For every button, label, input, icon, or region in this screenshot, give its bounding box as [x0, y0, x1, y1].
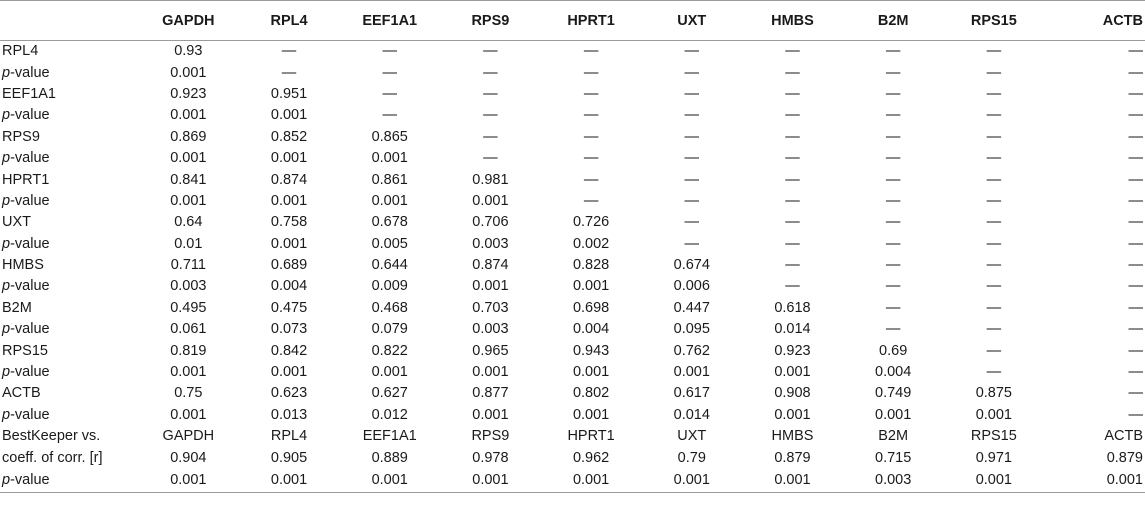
table-cell: 0.904 — [170, 449, 207, 466]
table-cell: 0.001 — [673, 364, 710, 381]
table-row — [0, 254, 1145, 275]
table-cell: — — [986, 43, 1002, 60]
table-cell: 0.644 — [371, 257, 408, 274]
table-row — [0, 426, 1145, 447]
table-cell: — — [785, 43, 800, 60]
row-label: HMBS — [2, 257, 44, 274]
table-cell: — — [1128, 107, 1143, 124]
row-label-rest: -value — [10, 235, 50, 252]
table-cell: 0.001 — [742, 468, 843, 492]
table-cell: 0.93 — [174, 43, 203, 60]
table-cell: — — [382, 85, 397, 102]
table-cell: — — [1128, 385, 1143, 402]
table-cell: — — [986, 107, 1002, 124]
table-cell: — — [885, 43, 901, 60]
table-cell: 0.001 — [472, 192, 509, 209]
table-cell: — — [684, 43, 700, 60]
header-cell: RPS15 — [944, 1, 1045, 41]
table-cell: 0.711 — [170, 257, 206, 274]
table-cell: — — [382, 64, 397, 81]
table-cell: RPL4 — [270, 428, 308, 445]
table-cell: — — [1128, 64, 1143, 81]
row-label-rest: -value — [10, 472, 50, 489]
row-label: ACTB — [2, 385, 41, 402]
table-cell: — — [1128, 235, 1143, 252]
table-cell: — — [986, 321, 1002, 338]
table-cell: 0.758 — [270, 214, 308, 231]
row-label-rest: -value — [10, 278, 50, 295]
table-cell: — — [1128, 342, 1143, 359]
table-cell: — — [583, 171, 599, 188]
table-cell: 0.981 — [472, 171, 509, 188]
table-cell: — — [281, 64, 297, 81]
table-cell: 0.001 — [270, 107, 308, 124]
table-cell: — — [1128, 85, 1143, 102]
row-label-italic: p — [2, 472, 11, 489]
row-label-italic: p — [2, 406, 11, 423]
table-cell: 0.013 — [270, 406, 308, 423]
table-cell: 0.001 — [170, 406, 207, 423]
table-cell: 0.001 — [774, 406, 811, 423]
table-cell: — — [986, 171, 1002, 188]
table-cell: 0.001 — [371, 192, 408, 209]
table-row — [0, 105, 1145, 126]
table-row — [0, 62, 1145, 83]
table-cell: 0.879 — [1106, 449, 1143, 466]
table-cell: — — [785, 192, 800, 209]
table-cell: 0.715 — [875, 449, 912, 466]
table-cell: 0.875 — [975, 385, 1012, 402]
table-cell: B2M — [878, 428, 909, 445]
table-cell: 0.006 — [673, 278, 710, 295]
table-cell: — — [1128, 321, 1143, 338]
table-cell: 0.061 — [170, 321, 207, 338]
table-cell: 0.003 — [472, 321, 509, 338]
row-label: EEF1A1 — [2, 85, 56, 102]
table-row — [0, 169, 1145, 190]
table-cell: 0.962 — [572, 449, 610, 466]
table-cell: — — [785, 85, 800, 102]
table-cell: — — [785, 128, 800, 145]
table-cell: 0.447 — [673, 299, 710, 316]
table-cell: 0.001 — [975, 406, 1012, 423]
table-cell: — — [583, 64, 599, 81]
row-label — [0, 190, 138, 211]
table-cell: — — [885, 321, 901, 338]
header-cell: ACTB — [1044, 1, 1145, 41]
table-cell: — — [885, 299, 901, 316]
table-row — [0, 276, 1145, 297]
row-label-italic: p — [2, 235, 11, 252]
table-cell: 0.822 — [371, 342, 408, 359]
table-cell: — — [684, 107, 700, 124]
table-cell: — — [986, 85, 1002, 102]
table-cell: — — [1128, 43, 1143, 60]
table-cell: — — [684, 171, 700, 188]
table-cell: — — [885, 192, 901, 209]
table-cell: 0.627 — [371, 385, 408, 402]
table-row — [0, 41, 1145, 62]
table-cell: EEF1A1 — [362, 428, 417, 445]
table-cell: 0.012 — [371, 406, 408, 423]
row-label-italic: p — [2, 321, 11, 338]
table-cell: 0.978 — [472, 449, 509, 466]
table-cell: — — [684, 214, 700, 231]
table-cell: 0.073 — [270, 321, 308, 338]
table-cell: 0.943 — [572, 342, 610, 359]
table-cell: 0.874 — [270, 171, 308, 188]
table-cell: 0.001 — [472, 278, 509, 295]
table-cell: 0.001 — [944, 468, 1045, 492]
table-cell: 0.095 — [673, 321, 710, 338]
table-cell: — — [986, 150, 1002, 167]
table-cell: — — [885, 257, 901, 274]
row-label: BestKeeper vs. — [2, 428, 101, 445]
table-cell: — — [483, 43, 498, 60]
table-cell: 0.001 — [339, 468, 440, 492]
table-cell: 0.001 — [572, 406, 610, 423]
table-cell: — — [382, 43, 397, 60]
table-cell: 0.689 — [270, 257, 308, 274]
table-cell: — — [583, 128, 599, 145]
table-cell: — — [1128, 406, 1143, 423]
table-cell: 0.923 — [774, 342, 811, 359]
table-cell: 0.908 — [774, 385, 811, 402]
row-label — [0, 468, 138, 492]
table-cell: ACTB — [1104, 428, 1143, 445]
header-cell: HPRT1 — [541, 1, 642, 41]
table-cell: 0.889 — [371, 449, 408, 466]
table-cell: 0.828 — [572, 257, 610, 274]
table-cell: 0.014 — [673, 406, 710, 423]
row-label: HPRT1 — [2, 171, 50, 188]
table-cell: 0.005 — [371, 235, 408, 252]
table-cell: 0.001 — [641, 468, 742, 492]
table-cell: 0.495 — [170, 299, 207, 316]
table-cell: — — [1128, 364, 1143, 381]
table-cell: 0.819 — [170, 342, 207, 359]
row-label — [0, 62, 138, 83]
table-cell: 0.865 — [371, 128, 408, 145]
table-cell: — — [785, 278, 800, 295]
row-label — [0, 147, 138, 168]
row-label — [0, 361, 138, 382]
row-label — [0, 404, 138, 425]
table-row — [0, 147, 1145, 168]
table-cell: 0.698 — [572, 299, 610, 316]
table-cell: 0.001 — [371, 150, 408, 167]
table-cell: 0.003 — [843, 468, 944, 492]
row-label-italic: p — [2, 364, 11, 381]
table-cell: 0.001 — [371, 364, 408, 381]
table-cell: — — [483, 85, 498, 102]
row-label: RPS15 — [2, 342, 48, 359]
table-cell: — — [483, 107, 498, 124]
table-cell: 0.001 — [541, 468, 642, 492]
table-cell: 0.001 — [270, 235, 308, 252]
table-cell: — — [684, 235, 700, 252]
header-cell: HMBS — [742, 1, 843, 41]
row-label-rest: -value — [10, 107, 50, 124]
table-cell: 0.003 — [472, 235, 509, 252]
table-cell: 0.674 — [673, 257, 710, 274]
table-cell: 0.618 — [774, 299, 811, 316]
table-cell: 0.762 — [673, 342, 710, 359]
table-row — [0, 190, 1145, 211]
table-cell: — — [986, 64, 1002, 81]
table-cell: — — [1128, 128, 1143, 145]
header-cell: UXT — [641, 1, 742, 41]
table-row — [0, 383, 1145, 404]
table-cell: — — [986, 342, 1002, 359]
row-label-rest: -value — [10, 364, 50, 381]
table-cell: — — [281, 43, 297, 60]
row-label: UXT — [2, 214, 31, 231]
row-label — [0, 233, 138, 254]
table-cell: 0.009 — [371, 278, 408, 295]
table-cell: — — [684, 85, 700, 102]
table-cell: — — [885, 171, 901, 188]
table-cell: — — [785, 235, 800, 252]
table-header — [0, 1, 1145, 41]
table-cell: 0.861 — [371, 171, 408, 188]
table-cell: 0.001 — [170, 192, 207, 209]
table-cell: 0.802 — [572, 385, 610, 402]
table-cell: — — [986, 278, 1002, 295]
table-cell: 0.706 — [472, 214, 509, 231]
table-cell: — — [785, 214, 800, 231]
table-cell: — — [885, 278, 901, 295]
table-cell: — — [986, 192, 1002, 209]
table-cell: UXT — [677, 428, 707, 445]
table-cell: RPS9 — [471, 428, 510, 445]
table-cell: 0.001 — [239, 468, 340, 492]
table-cell: — — [986, 235, 1002, 252]
table-row — [0, 361, 1145, 382]
table-cell: 0.874 — [472, 257, 509, 274]
row-label-italic: p — [2, 64, 11, 81]
table-row — [0, 447, 1145, 468]
row-label-rest: -value — [10, 406, 50, 423]
table-cell: 0.69 — [879, 342, 908, 359]
table-cell: 0.64 — [174, 214, 203, 231]
table-cell: — — [1128, 299, 1143, 316]
row-label-italic: p — [2, 107, 11, 124]
table-cell: — — [885, 64, 901, 81]
table-cell: — — [684, 128, 700, 145]
table-cell: 0.001 — [875, 406, 912, 423]
table-cell: GAPDH — [162, 428, 215, 445]
header-cell: RPS9 — [440, 1, 541, 41]
table-cell: — — [1128, 171, 1143, 188]
table-cell: — — [885, 235, 901, 252]
table-cell: — — [986, 214, 1002, 231]
table-cell: 0.001 — [774, 364, 811, 381]
table-cell: — — [1128, 192, 1143, 209]
header-cell: GAPDH — [138, 1, 239, 41]
table-row — [0, 126, 1145, 147]
table-cell: — — [1128, 150, 1143, 167]
table-row — [0, 83, 1145, 104]
table-cell: 0.079 — [371, 321, 408, 338]
table-cell: 0.923 — [170, 85, 207, 102]
table-cell: — — [583, 85, 599, 102]
table-cell: — — [986, 257, 1002, 274]
table-cell: 0.01 — [174, 235, 203, 252]
row-label-italic: p — [2, 150, 11, 167]
table-cell: — — [483, 64, 498, 81]
row-label: B2M — [2, 299, 32, 316]
table-cell: — — [1128, 257, 1143, 274]
table-cell: 0.617 — [673, 385, 710, 402]
row-label-rest: -value — [10, 64, 50, 81]
table-cell: 0.678 — [371, 214, 408, 231]
table-cell: 0.971 — [975, 449, 1012, 466]
table-cell: — — [785, 107, 800, 124]
table-row — [0, 212, 1145, 233]
table-cell: — — [785, 171, 800, 188]
table-cell: 0.965 — [472, 342, 509, 359]
table-cell: — — [583, 192, 599, 209]
table-cell: HPRT1 — [567, 428, 615, 445]
table-cell: 0.001 — [572, 278, 610, 295]
table-cell: HMBS — [771, 428, 814, 445]
table-cell: — — [483, 150, 498, 167]
row-label-italic: p — [2, 192, 11, 209]
table-cell: 0.001 — [170, 64, 207, 81]
table-cell: 0.749 — [875, 385, 912, 402]
table-cell: — — [885, 128, 901, 145]
table-cell: RPS15 — [970, 428, 1017, 445]
table-cell: 0.001 — [270, 192, 308, 209]
table-cell: — — [684, 192, 700, 209]
table-cell: 0.014 — [774, 321, 811, 338]
table-cell: 0.001 — [138, 468, 239, 492]
table-cell: 0.869 — [170, 128, 207, 145]
header-row — [0, 1, 1145, 41]
table-cell: 0.001 — [440, 468, 541, 492]
table-body — [0, 41, 1145, 493]
table-row — [0, 340, 1145, 361]
row-label-rest: -value — [10, 192, 50, 209]
table-cell: — — [785, 64, 800, 81]
table-cell: — — [885, 214, 901, 231]
table-cell: — — [986, 128, 1002, 145]
table-cell: 0.877 — [472, 385, 509, 402]
header-cell: RPL4 — [239, 1, 340, 41]
table-cell: 0.726 — [572, 214, 610, 231]
table-cell: — — [583, 107, 599, 124]
table-cell: 0.001 — [1044, 468, 1145, 492]
table-cell: 0.951 — [270, 85, 308, 102]
table-cell: 0.75 — [174, 385, 203, 402]
table-cell: — — [684, 150, 700, 167]
table-cell: — — [382, 107, 397, 124]
table-cell: 0.905 — [270, 449, 308, 466]
table-row — [0, 468, 1145, 492]
table-cell: 0.001 — [472, 364, 509, 381]
table-cell: — — [785, 257, 800, 274]
header-cell: B2M — [843, 1, 944, 41]
row-label-rest: -value — [10, 321, 50, 338]
table-cell: — — [583, 150, 599, 167]
table-cell: 0.852 — [270, 128, 308, 145]
table-cell: — — [1128, 278, 1143, 295]
table-cell: — — [785, 150, 800, 167]
row-label — [0, 319, 138, 340]
header-cell — [0, 1, 138, 41]
table-cell: — — [583, 43, 599, 60]
table-cell: 0.001 — [472, 406, 509, 423]
table-cell: 0.004 — [572, 321, 610, 338]
table-cell: 0.001 — [270, 150, 308, 167]
table-cell: 0.475 — [270, 299, 308, 316]
row-label: RPL4 — [2, 43, 39, 60]
table-row — [0, 404, 1145, 425]
header-cell: EEF1A1 — [339, 1, 440, 41]
table-row — [0, 319, 1145, 340]
table-cell: 0.001 — [170, 107, 207, 124]
table-row — [0, 233, 1145, 254]
table-cell: — — [885, 150, 901, 167]
table-cell: 0.004 — [875, 364, 912, 381]
table-row — [0, 297, 1145, 318]
row-label-italic: p — [2, 278, 11, 295]
table-cell: — — [684, 64, 700, 81]
row-label: RPS9 — [2, 128, 40, 145]
table-cell: 0.001 — [170, 150, 207, 167]
table-cell: — — [1128, 214, 1143, 231]
table-cell: — — [885, 107, 901, 124]
row-label-rest: -value — [10, 150, 50, 167]
table-cell: 0.003 — [170, 278, 207, 295]
table-cell: 0.841 — [170, 171, 207, 188]
table-cell: 0.468 — [371, 299, 408, 316]
row-label — [0, 105, 138, 126]
table-cell: 0.879 — [774, 449, 811, 466]
row-label — [0, 276, 138, 297]
table-cell: — — [986, 364, 1002, 381]
table-cell: 0.001 — [572, 364, 610, 381]
table-cell: — — [483, 128, 498, 145]
table-cell: — — [986, 299, 1002, 316]
table-cell: 0.001 — [170, 364, 207, 381]
row-label: coeff. of corr. [r] — [2, 449, 103, 466]
table-cell: 0.623 — [270, 385, 308, 402]
table-cell: 0.703 — [472, 299, 509, 316]
table-cell: 0.004 — [270, 278, 308, 295]
table-cell: 0.001 — [270, 364, 308, 381]
table-cell: 0.002 — [572, 235, 610, 252]
table-cell: 0.842 — [270, 342, 308, 359]
table-cell: — — [885, 85, 901, 102]
table-cell: 0.79 — [677, 449, 706, 466]
